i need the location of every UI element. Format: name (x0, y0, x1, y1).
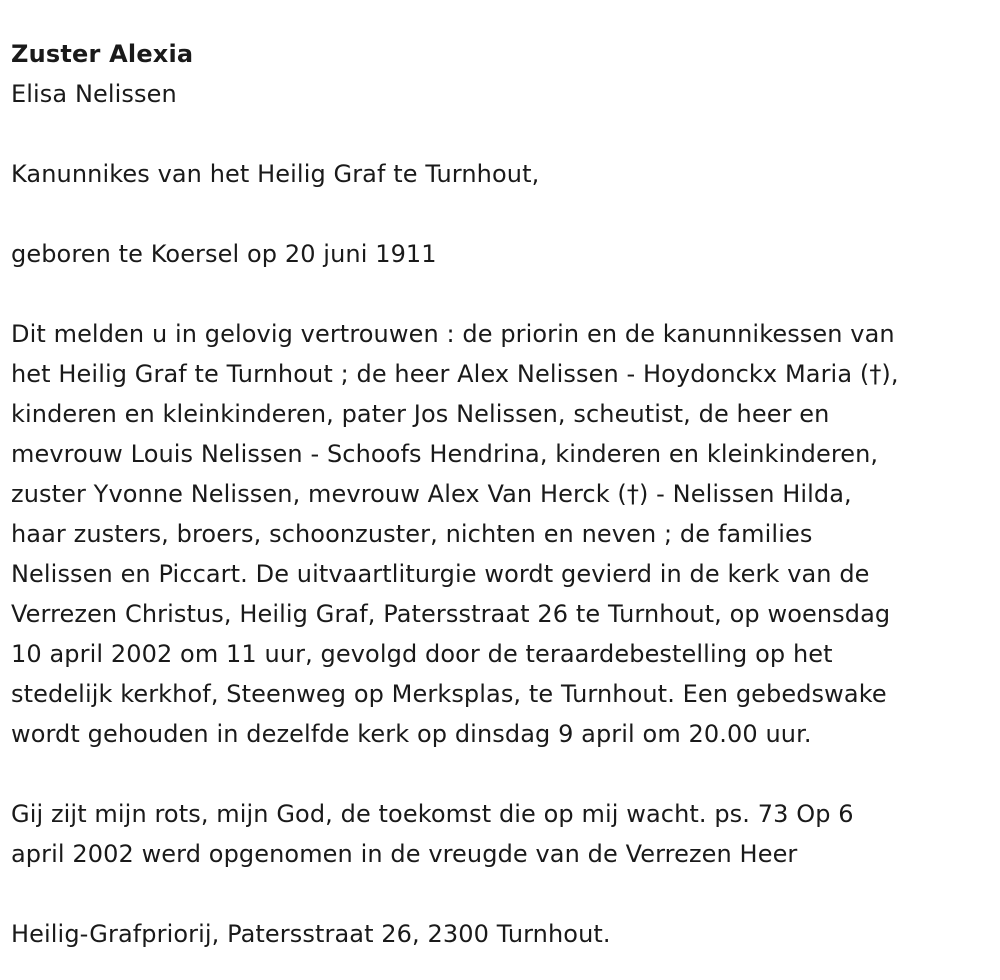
announcement-line: haar zusters, broers, schoonzuster, nichten en neven ; de families (11, 520, 813, 548)
affiliation: Kanunnikes van het Heilig Graf te Turnhout, (11, 160, 540, 188)
announcement-line: Nelissen en Piccart. De uitvaartliturgie wordt gevierd in de kerk van de (11, 560, 870, 588)
announcement-line: het Heilig Graf te Turnhout ; de heer Alex Nelissen - Hoydonckx Maria (†), (11, 360, 899, 388)
spacer (11, 114, 996, 154)
address: Heilig-Grafpriorij, Patersstraat 26, 2300 Turnhout. (11, 920, 611, 948)
announcement-line: Verrezen Christus, Heilig Graf, Patersstraat 26 te Turnhout, op woensdag (11, 600, 891, 628)
deceased-name: Zuster Alexia (11, 40, 194, 68)
spacer (11, 754, 996, 794)
spacer (11, 874, 996, 914)
spacer (11, 194, 996, 234)
spacer (11, 274, 996, 314)
announcement-paragraph (11, 314, 996, 754)
quote-line: april 2002 werd opgenomen in de vreugde van de Verrezen Heer (11, 840, 798, 868)
quote-line: Gij zijt mijn rots, mijn God, de toekomst die op mij wacht. ps. 73 Op 6 (11, 800, 854, 828)
announcement-line: zuster Yvonne Nelissen, mevrouw Alex Van Herck (†) - Nelissen Hilda, (11, 480, 852, 508)
announcement-line: 10 april 2002 om 11 uur, gevolgd door de teraardebestelling op het (11, 640, 833, 668)
announcement-line: mevrouw Louis Nelissen - Schoofs Hendrina, kinderen en kleinkinderen, (11, 440, 879, 468)
birth-info: geboren te Koersel op 20 juni 1911 (11, 240, 437, 268)
announcement-line: Dit melden u in gelovig vertrouwen : de priorin en de kanunnikessen van (11, 320, 895, 348)
obituary-document (11, 34, 996, 954)
announcement-line: stedelijk kerkhof, Steenweg op Merksplas, te Turnhout. Een gebedswake (11, 680, 887, 708)
birth-name: Elisa Nelissen (11, 80, 177, 108)
quote-paragraph (11, 794, 996, 874)
announcement-line: wordt gehouden in dezelfde kerk op dinsdag 9 april om 20.00 uur. (11, 720, 812, 748)
announcement-line: kinderen en kleinkinderen, pater Jos Nelissen, scheutist, de heer en (11, 400, 830, 428)
